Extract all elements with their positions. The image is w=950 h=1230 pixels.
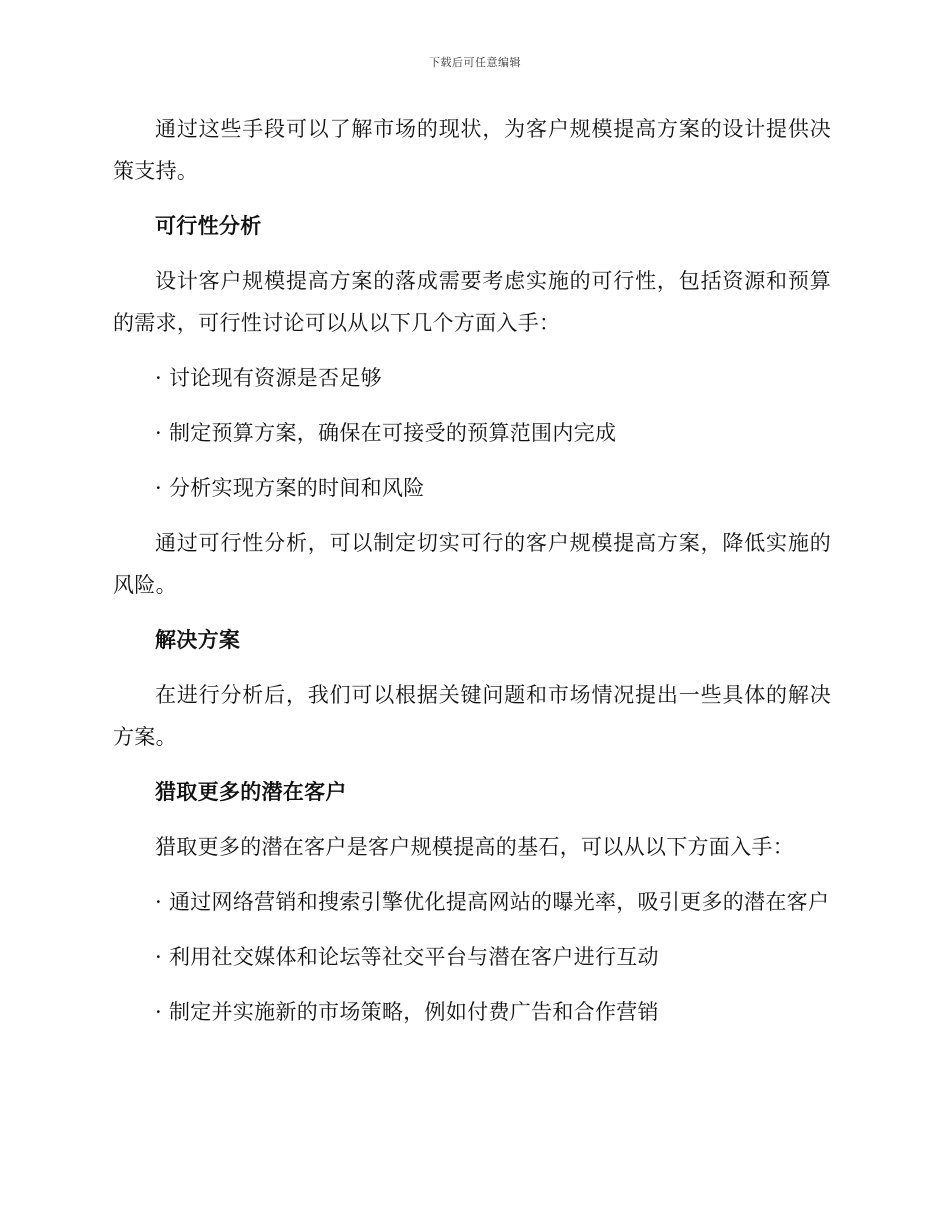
- paragraph-feasibility-intro: 设计客户规模提高方案的落成需要考虑实施的可行性，包括资源和预算的需求，可行性讨论可以从以下几个方面入手：: [113, 269, 831, 335]
- bullet-market-strategy: · 制定并实施新的市场策略，例如付费广告和合作营销: [155, 1000, 659, 1024]
- bullet-time-risk: · 分析实现方案的时间和风险: [155, 476, 425, 500]
- document-body: [113, 108, 831, 1033]
- paragraph-acquire-intro: 猎取更多的潜在客户是客户规模提高的基石，可以从以下方面入手：: [155, 835, 794, 859]
- heading-acquire-customers: 猎取更多的潜在客户: [155, 780, 347, 804]
- bullet-resources: · 讨论现有资源是否足够: [155, 366, 382, 390]
- bullet-social-media: · 利用社交媒体和论坛等社交平台与潜在客户进行互动: [155, 945, 659, 969]
- page-header: 下载后可任意编辑: [429, 56, 521, 69]
- heading-feasibility: 可行性分析: [155, 214, 262, 238]
- bullet-seo: · 通过网络营销和搜索引擎优化提高网站的曝光率，吸引更多的潜在客户: [155, 890, 830, 914]
- paragraph-solutions-intro: 在进行分析后，我们可以根据关键问题和市场情况提出一些具体的解决方案。: [113, 683, 831, 749]
- paragraph-market-status: 通过这些手段可以了解市场的现状，为客户规模提高方案的设计提供决策支持。: [113, 117, 831, 183]
- paragraph-feasibility-result: 通过可行性分析，可以制定切实可行的客户规模提高方案，降低实施的风险。: [113, 531, 831, 597]
- bullet-budget: · 制定预算方案，确保在可接受的预算范围内完成: [155, 421, 617, 445]
- heading-solutions: 解决方案: [155, 628, 241, 652]
